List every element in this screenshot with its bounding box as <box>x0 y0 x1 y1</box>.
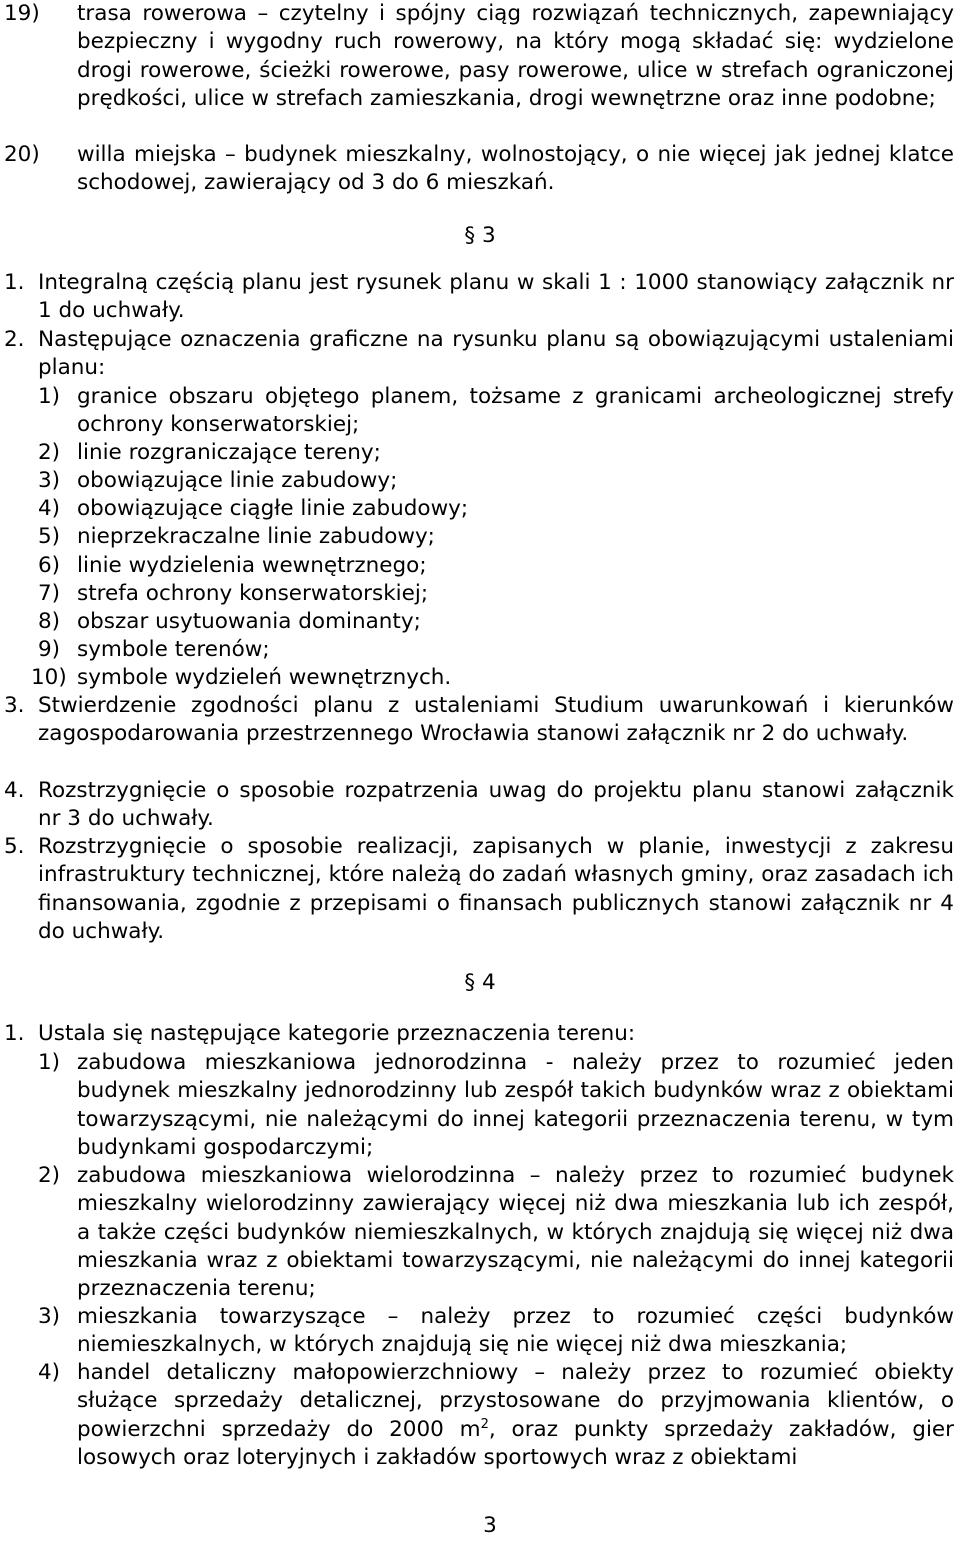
paragraph-number: 1. <box>4 1021 25 1046</box>
category-item <box>38 1359 954 1472</box>
definition-20 <box>4 141 954 198</box>
list-item <box>38 552 954 580</box>
section-heading: § 3 <box>464 223 496 248</box>
paragraph-3-5 <box>4 833 954 946</box>
item-text: obowiązujące ciągłe linie zabudowy; <box>77 496 469 521</box>
paragraph-text: Stwierdzenie zgodności planu z ustaleniami Studium uwarunkowań i kierunków zagospodarowania przestrzennego Wrocławia stanowi załącznik nr 2 do uchwały. <box>38 693 954 747</box>
item-text: symbole terenów; <box>77 637 270 662</box>
item-number: 10) <box>31 665 67 690</box>
paragraph-4-1 <box>4 1020 954 1048</box>
item-text: trasa rowerowa – czytelny i spójny ciąg rozwiązań technicznych, zapewniający bezpieczny i wygodny ruch rowerowy, na który mogą składać się: wydzielone drogi rowerowe, ścieżki rowerowe, pasy rowerowe, ulice w strefach ograniczonej prędkości, ulice w strefach zamieszkania, drogi wewnętrzne oraz inne podobne; <box>77 1 954 111</box>
list-item <box>38 636 954 664</box>
item-text-end: , oraz punkty sprzedaży zakładów, gier losowych oraz loteryjnych i zakładów sportowych wraz z obiektami <box>77 1416 954 1470</box>
item-text: willa miejska – budynek mieszkalny, wolnostojący, o nie więcej jak jednej klatce schodowej, zawierający od 3 do 6 mieszkań. <box>77 142 954 196</box>
item-number: 19) <box>4 1 40 26</box>
item-text: obowiązujące linie zabudowy; <box>77 468 398 493</box>
category-item <box>38 1162 954 1303</box>
item-number: 2) <box>38 1163 61 1188</box>
paragraph-3-1 <box>4 269 954 326</box>
list-item <box>38 608 954 636</box>
paragraph-3-3 <box>4 692 954 749</box>
item-text: mieszkania towarzyszące – należy przez to rozumieć części budynków niemieszkalnych, w których znajdują się nie więcej niż dwa mieszkania; <box>77 1304 954 1358</box>
item-number: 2) <box>38 440 61 465</box>
item-number: 5) <box>38 524 61 549</box>
item-text-start: handel detaliczny małopowierzchniowy – należy przez to rozumieć obiekty służące sprzedaży detalicznej, przystosowane do przyjmowania klientów, o powierzchni sprzedaży do 2000 m <box>77 1360 954 1442</box>
section-heading: § 4 <box>464 970 496 995</box>
list-item <box>38 439 954 467</box>
paragraph-text: Następujące oznaczenia graficzne na rysunku planu są obowiązującymi ustaleniami planu: <box>38 327 954 381</box>
category-item <box>38 1303 954 1360</box>
list-item <box>38 523 954 551</box>
item-number: 8) <box>38 609 61 634</box>
list-item <box>38 580 954 608</box>
list-item <box>38 495 954 523</box>
paragraph-number: 4. <box>4 778 25 803</box>
item-text: linie rozgraniczające tereny; <box>77 440 381 465</box>
paragraph-text: Ustala się następujące kategorie przeznaczenia terenu: <box>38 1021 636 1046</box>
paragraph-number: 3. <box>4 693 25 718</box>
list-item <box>38 467 954 495</box>
paragraph-number: 2. <box>4 327 25 352</box>
paragraph-3-4 <box>4 777 954 834</box>
item-text: strefa ochrony konserwatorskiej; <box>77 581 429 606</box>
item-text: nieprzekraczalne linie zabudowy; <box>77 524 435 549</box>
item-number: 3) <box>38 468 61 493</box>
paragraph-text: Rozstrzygnięcie o sposobie realizacji, zapisanych w planie, inwestycji z zakresu infrastruktury technicznej, które należą do zadań własnych gminy, oraz zasadach ich finansowania, zgodnie z przepisami o finansach publicznych stanowi załącznik nr 4 do uchwały. <box>38 834 954 944</box>
item-number: 20) <box>4 142 40 167</box>
paragraph-number: 5. <box>4 834 25 859</box>
definition-19 <box>4 0 954 113</box>
item-number: 3) <box>38 1304 61 1329</box>
paragraph-3-2 <box>4 326 954 383</box>
page-number: 3 <box>483 1513 497 1538</box>
paragraph-text: Integralną częścią planu jest rysunek planu w skali 1 : 1000 stanowiący załącznik nr 1 do uchwały. <box>38 270 954 324</box>
paragraph-number: 1. <box>4 270 25 295</box>
item-number: 4) <box>38 496 61 521</box>
item-text: zabudowa mieszkaniowa wielorodzinna – należy przez to rozumieć budynek mieszkalny wielorodzinny zawierający więcej niż dwa mieszkania lub ich zespół, a także części budynków niemieszkalnych, w których znajdują się więcej niż dwa mieszkania wraz z obiektami towarzyszącymi, nie należącymi do innej kategorii przeznaczenia terenu; <box>77 1163 954 1302</box>
item-number: 6) <box>38 553 61 578</box>
item-text: symbole wydzieleń wewnętrznych. <box>77 665 452 690</box>
paragraph-text: Rozstrzygnięcie o sposobie rozpatrzenia uwag do projektu planu stanowi załącznik nr 3 do uchwały. <box>38 778 954 832</box>
list-item <box>38 383 954 440</box>
superscript: 2 <box>480 1416 489 1432</box>
item-number: 4) <box>38 1360 61 1385</box>
item-number: 9) <box>38 637 61 662</box>
list-item <box>31 664 954 692</box>
item-number: 1) <box>38 1050 61 1075</box>
item-number: 7) <box>38 581 61 606</box>
item-text: linie wydzielenia wewnętrznego; <box>77 553 427 578</box>
item-text: zabudowa mieszkaniowa jednorodzinna - należy przez to rozumieć jeden budynek mieszkalny jednorodzinny lub zespół takich budynków wraz z obiektami towarzyszącymi, nie należącymi do innej kategorii przeznaczenia terenu, w tym budynkami gospodarczymi; <box>77 1050 954 1160</box>
item-text: obszar usytuowania dominanty; <box>77 609 421 634</box>
category-item <box>38 1049 954 1162</box>
item-text: granice obszaru objętego planem, tożsame z granicami archeologicznej strefy ochrony konserwatorskiej; <box>77 384 954 438</box>
item-number: 1) <box>38 384 61 409</box>
